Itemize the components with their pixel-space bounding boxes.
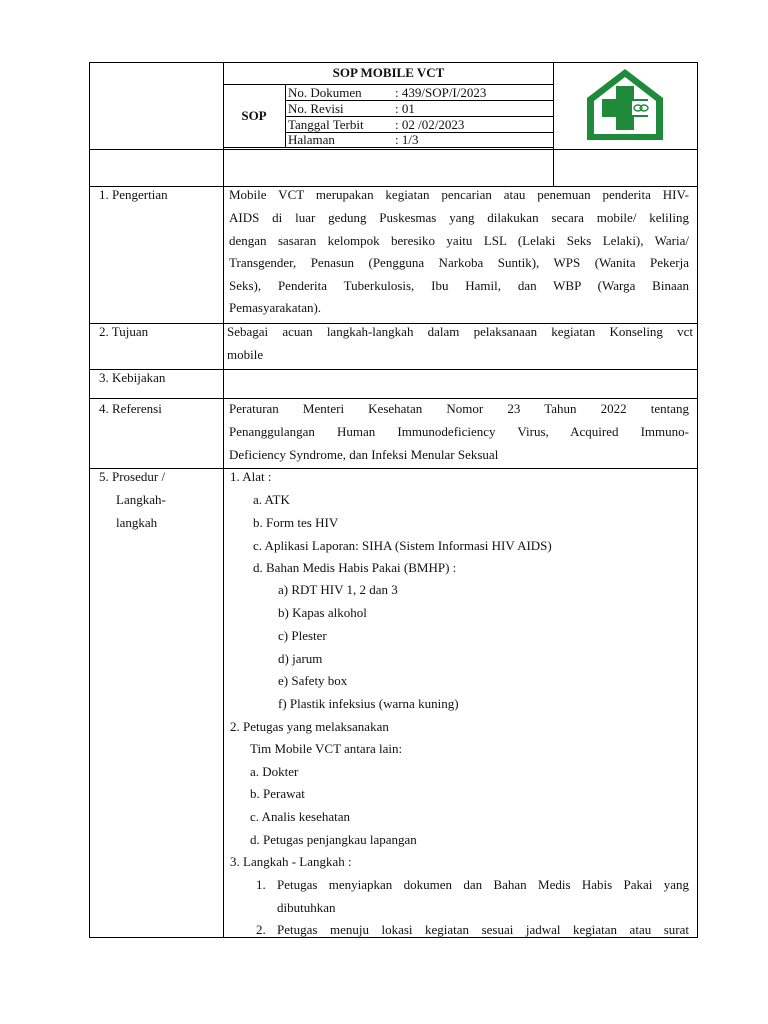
label-line: langkah xyxy=(116,515,158,530)
text-line: AIDS di luar gedung Puskesmas yang dilakukan secara mobile/ keliling xyxy=(229,210,689,225)
row-line-4 xyxy=(89,369,698,370)
list-item: c) Plester xyxy=(278,628,327,643)
document-title: SOP MOBILE VCT xyxy=(332,65,445,80)
label-line: Langkah- xyxy=(116,492,166,507)
meta-value: : 1/3 xyxy=(395,132,419,147)
text-line: Peraturan Menteri Kesehatan Nomor 23 Tahun 2022 tentang xyxy=(229,401,689,416)
list-item: a) RDT HIV 1, 2 dan 3 xyxy=(278,582,398,597)
meta-label: No. Dokumen xyxy=(288,85,362,100)
section-label-kebijakan: 3. Kebijakan xyxy=(99,370,166,385)
text-line: Mobile VCT merupakan kegiatan pencarian atau penemuan penderita HIV- xyxy=(229,187,689,202)
langkah-heading: 3. Langkah - Langkah : xyxy=(230,854,352,869)
text-line: Penanggulangan Human Immunodeficiency Virus, Acquired Immuno- xyxy=(229,424,689,439)
meta-label: Halaman xyxy=(288,132,335,147)
label-column-divider xyxy=(223,62,224,938)
text-line: Pemasyarakatan). xyxy=(229,300,322,315)
text-line: Sebagai acuan langkah-langkah dalam pelaksanaan kegiatan Konseling vct xyxy=(227,324,693,339)
border-top xyxy=(89,62,698,63)
list-item: b) Kapas alkohol xyxy=(278,605,367,620)
label-line: 5. Prosedur / xyxy=(99,469,166,484)
puskesmas-logo-icon xyxy=(583,66,667,144)
text-line: dibutuhkan xyxy=(277,900,336,915)
list-item: b. Form tes HIV xyxy=(253,515,339,530)
sop-column-divider xyxy=(285,84,286,147)
row-line-5 xyxy=(89,398,698,399)
meta-value: : 439/SOP/I/2023 xyxy=(395,85,487,100)
section-label-tujuan: 2. Tujuan xyxy=(99,324,149,339)
petugas-intro: Tim Mobile VCT antara lain: xyxy=(250,741,403,756)
row-line-1 xyxy=(89,149,698,150)
meta-label: No. Revisi xyxy=(288,101,344,116)
list-item: d. Petugas penjangkau lapangan xyxy=(250,832,417,847)
list-item: d. Bahan Medis Habis Pakai (BMHP) : xyxy=(253,560,457,575)
list-item: e) Safety box xyxy=(278,673,348,688)
item-number: 2. xyxy=(256,922,266,937)
item-number: 1. xyxy=(256,877,266,892)
section-label-referensi: 4. Referensi xyxy=(99,401,162,416)
list-item: b. Perawat xyxy=(250,786,305,801)
text-line: dengan sasaran kelompok beresiko yaitu LSL (Lelaki Seks Lelaki), Waria/ xyxy=(229,233,689,248)
list-item: c. Aplikasi Laporan: SIHA (Sistem Informasi HIV AIDS) xyxy=(253,538,552,553)
text-line: Deficiency Syndrome, dan Infeksi Menular Seksual xyxy=(229,447,499,462)
list-item: a. Dokter xyxy=(250,764,299,779)
petugas-heading: 2. Petugas yang melaksanakan xyxy=(230,719,389,734)
list-item: c. Analis kesehatan xyxy=(250,809,350,824)
meta-value: : 02 /02/2023 xyxy=(395,117,465,132)
text-line: Petugas menyiapkan dokumen dan Bahan Medis Habis Pakai yang xyxy=(277,877,689,892)
alat-heading: 1. Alat : xyxy=(230,469,272,484)
header-bottom-line xyxy=(223,147,554,148)
text-line: Transgender, Penasun (Pengguna Narkoba Suntik), WPS (Wanita Pekerja xyxy=(229,255,689,270)
row-line-6 xyxy=(89,468,698,469)
text-line: mobile xyxy=(227,347,264,362)
meta-label: Tanggal Terbit xyxy=(288,117,364,132)
border-right xyxy=(697,62,698,938)
text-line: Petugas menuju lokasi kegiatan sesuai jadwal kegiatan atau surat xyxy=(277,922,689,937)
list-item: f) Plastik infeksius (warna kuning) xyxy=(278,696,459,711)
title-divider xyxy=(223,84,554,85)
list-item: d) jarum xyxy=(278,651,323,666)
text-line: Seks), Penderita Tuberkulosis, Ibu Hamil, dan WBP (Warga Binaan xyxy=(229,278,689,293)
sop-label: SOP xyxy=(241,108,267,123)
border-left xyxy=(89,62,90,938)
section-label-pengertian: 1. Pengertian xyxy=(99,187,168,202)
list-item: a. ATK xyxy=(253,492,290,507)
meta-value: : 01 xyxy=(395,101,415,116)
